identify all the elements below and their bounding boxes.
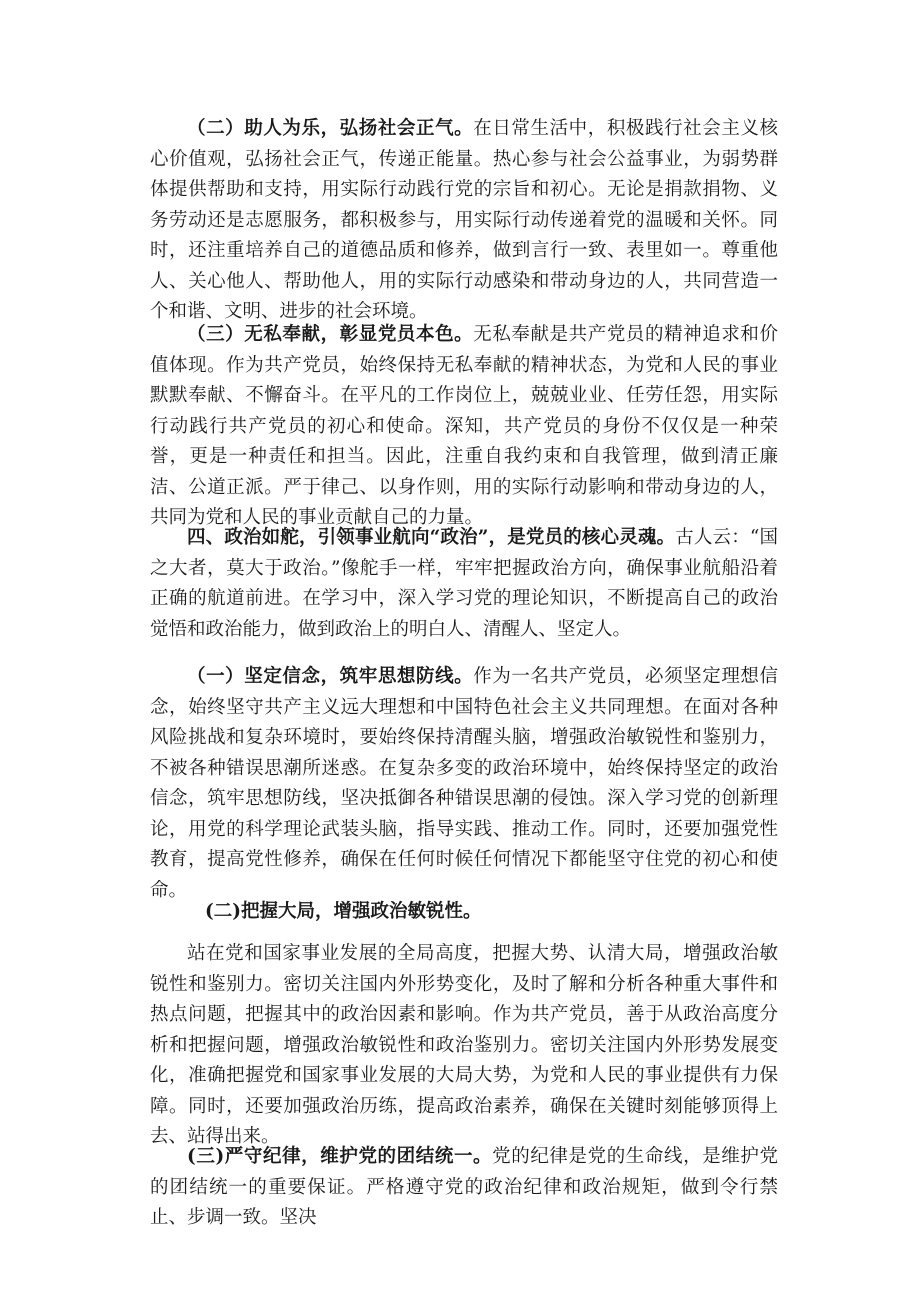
subheading-grasp-overall [150,897,778,928]
section-four-politics [150,523,778,645]
paragraph-body: 古人云：“国之大者，莫大于政治。”像舵手一样，牢牢把握政治方向，确保事业航船沿着正确的航道前进。在学习中，深入学习党的理论知识，不断提高自己的政治觉悟和政治能力，做到政治上的明白人、清醒人、坚定人。 [150,527,778,640]
paragraph-body: 无私奉献是共产党员的精神追求和价值体现。作为共产党员，始终保持无私奉献的精神状态，为党和人民的事业默默奉献、不懈奋斗。在平凡的工作岗位上，兢兢业业、任劳任怨，用实际行动践行共产党员的初心和使命。深知，共产党员的身份不仅仅是一种荣誉，更是一种责任和担当。因此，注重自我约束和自我管理，做到清正廉洁、公道正派。严于律己、以身作则，用的实际行动影响和带动身边的人，共同为党和人民的事业贡献自己的力量。 [150,324,778,528]
paragraph-heading: （二）助人为乐，弘扬社会正气。 [187,118,474,139]
paragraph-discipline [150,1142,778,1234]
section-heading: 四、政治如舵，引领事业航向“政治”，是党员的核心灵魂。 [187,527,676,548]
paragraph-selfless-dedication [150,320,778,534]
paragraph-body: 作为一名共产党员，必须坚定理想信念，始终坚守共产主义远大理想和中国特色社会主义共同理想。在面对各种风险挑战和复杂环境时，要始终保持清醒头脑，增强政治敏锐性和鉴别力，不被各种错误思潮所迷惑。在复杂多变的政治环境中，始终保持坚定的政治信念，筑牢思想防线，坚决抵御各种错误思潮的侵蚀。深入学习党的创新理论，用党的科学理论武装头脑，指导实践、推动工作。同时，还要加强党性教育，提高党性修养，确保在任何时候任何情况下都能坚守住党的初心和使命。 [150,666,778,901]
paragraph-body: 在日常生活中，积极践行社会主义核心价值观，弘扬社会正气，传递正能量。热心参与社会公益事业，为弱势群体提供帮助和支持，用实际行动践行党的宗旨和初心。无论是捐款捐物、义务劳动还是志愿服务，都积极参与，用实际行动传递着党的温暖和关怀。同时，还注重培养自己的道德品质和修养，做到言行一致、表里如一。尊重他人、关心他人、帮助他人，用的实际行动感染和带动身边的人，共同营造一个和谐、文明、进步的社会环境。 [150,118,778,322]
paragraph-body: 站在党和国家事业发展的全局高度，把握大势、认清大局，增强政治敏锐性和鉴别力。密切关注国内外形势变化，及时了解和分析各种重大事件和热点问题，把握其中的政治因素和影响。作为共产党员，善于从政治高度分析和把握问题，增强政治敏锐性和政治鉴别力。密切关注国内外形势发展变化，准确把握党和国家事业发展的大局大势，为党和人民的事业提供有力保障。同时，还要加强政治历练，提高政治素养，确保在关键时刻能够顶得上去、站得出来。 [150,943,778,1147]
paragraph-firm-belief [150,662,778,906]
paragraph-help-others [150,114,778,328]
paragraph-body: 党的纪律是党的生命线，是维护党的团结统一的重要保证。严格遵守党的政治纪律和政治规矩，做到令行禁止、步调一致。坚决 [150,1146,778,1228]
paragraph-heading: (二)把握大局，增强政治敏锐性。 [205,901,482,922]
paragraph-heading: （三）无私奉献，彰显党员本色。 [187,324,474,345]
paragraph-heading: (三)严守纪律，维护党的团结统一。 [187,1146,493,1167]
paragraph-heading: （一）坚定信念，筑牢思想防线。 [187,666,474,687]
paragraph-overall-situation [150,939,778,1153]
